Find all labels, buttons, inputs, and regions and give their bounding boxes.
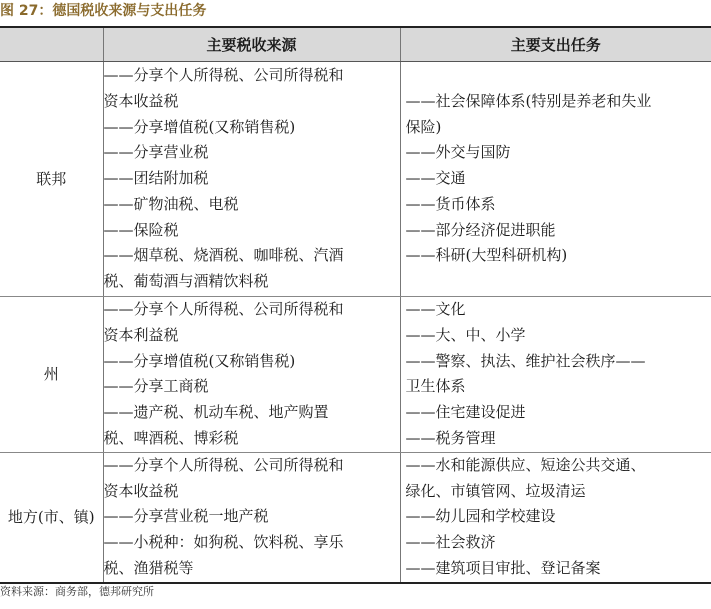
revenue-line: ——烟草税、烧酒税、咖啡税、汽酒 xyxy=(103,246,344,265)
expenditure-line: 保险) xyxy=(405,117,442,136)
expenditure-line: ——警察、执法、维护社会秩序—— xyxy=(405,351,646,370)
revenue-line: ——分享营业税一地产税 xyxy=(103,507,269,526)
category-cell: 州 xyxy=(0,297,103,453)
table-header-row xyxy=(0,27,711,62)
expenditure-line: ——科研(大型科研机构) xyxy=(405,246,568,265)
expenditure-cell xyxy=(400,452,711,582)
revenue-line: ——团结附加税 xyxy=(103,169,209,188)
revenue-line: ——分享增值税(又称销售税) xyxy=(103,351,296,370)
expenditure-line: ——水和能源供应、短途公共交通、 xyxy=(405,455,646,474)
revenue-line: 税、渔猎税等 xyxy=(103,558,194,577)
revenue-cell xyxy=(103,297,400,453)
revenue-cell xyxy=(103,62,400,297)
revenue-line: ——分享个人所得税、公司所得税和 xyxy=(103,65,344,84)
revenue-line: ——分享个人所得税、公司所得税和 xyxy=(103,455,344,474)
expenditure-line: ——住宅建设促进 xyxy=(405,403,526,422)
source-note: 资料来源：商务部，德邦研究所 xyxy=(0,585,154,598)
expenditure-line: ——建筑项目审批、登记备案 xyxy=(405,558,601,577)
revenue-line: 税、葡萄酒与酒精饮料税 xyxy=(103,272,269,291)
table-row-federal xyxy=(0,62,711,297)
revenue-line: 税、啤酒税、博彩税 xyxy=(103,428,239,447)
expenditure-line: ——税务管理 xyxy=(405,428,496,447)
revenue-line: 资本收益税 xyxy=(103,481,179,500)
table-row-state xyxy=(0,297,711,453)
header-revenue: 主要税收来源 xyxy=(103,27,400,62)
category-cell: 地方(市、镇) xyxy=(0,452,103,582)
expenditure-cell xyxy=(400,62,711,297)
revenue-line: ——遗产税、机动车税、地产购置 xyxy=(103,403,329,422)
table-row-local xyxy=(0,452,711,582)
expenditure-line: ——社会保障体系(特别是养老和失业 xyxy=(405,91,652,110)
expenditure-line: ——社会救济 xyxy=(405,533,496,552)
revenue-line: ——保险税 xyxy=(103,220,179,239)
revenue-line: 资本利益税 xyxy=(103,325,179,344)
header-category xyxy=(0,27,103,62)
expenditure-line: ——外交与国防 xyxy=(405,143,511,162)
expenditure-line: ——货币体系 xyxy=(405,194,496,213)
header-expenditure: 主要支出任务 xyxy=(400,27,711,62)
revenue-line: ——分享营业税 xyxy=(103,143,209,162)
expenditure-line: 绿化、市镇管网、垃圾清运 xyxy=(405,481,586,500)
expenditure-line: ——幼儿园和学校建设 xyxy=(405,507,556,526)
expenditure-line: ——文化 xyxy=(405,300,466,318)
expenditure-line: ——部分经济促进职能 xyxy=(405,220,556,239)
revenue-line: 资本收益税 xyxy=(103,91,179,110)
expenditure-line: 卫生体系 xyxy=(405,377,466,396)
revenue-line: ——分享增值税(又称销售税) xyxy=(103,117,296,136)
revenue-line: ——分享工商税 xyxy=(103,377,209,396)
revenue-cell xyxy=(103,452,400,582)
expenditure-line: ——交通 xyxy=(405,169,466,188)
revenue-line: ——矿物油税、电税 xyxy=(103,194,239,213)
revenue-line: ——小税种：如狗税、饮料税、享乐 xyxy=(103,533,344,552)
category-cell: 联邦 xyxy=(0,62,103,297)
revenue-line: ——分享个人所得税、公司所得税和 xyxy=(103,300,344,318)
figure-title: 图 27：德国税收来源与支出任务 xyxy=(0,3,207,19)
expenditure-line: ——大、中、小学 xyxy=(405,325,526,344)
expenditure-cell xyxy=(400,297,711,453)
tax-table xyxy=(0,26,711,584)
